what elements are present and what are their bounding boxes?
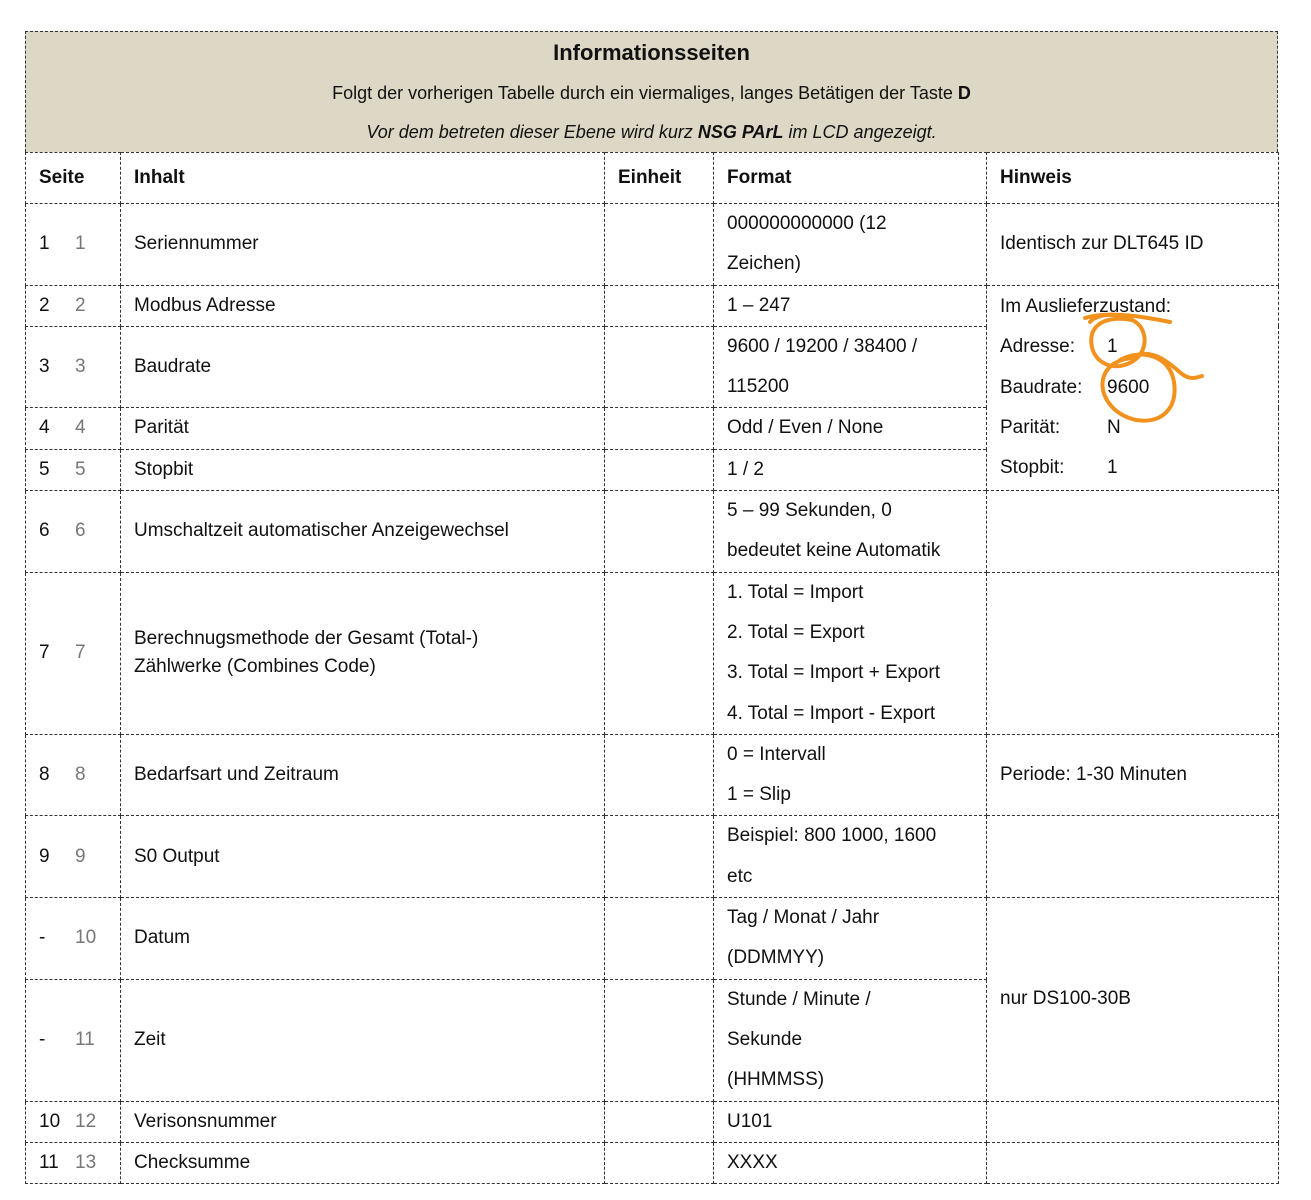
defaults-value: 9600 bbox=[1107, 376, 1150, 398]
page-number: 7 bbox=[39, 642, 50, 664]
cell-format bbox=[714, 285, 987, 326]
page-index: 13 bbox=[75, 1151, 97, 1173]
cell-inhalt: S0 Output bbox=[121, 816, 605, 898]
defaults-value: 1 bbox=[1107, 457, 1118, 479]
cell-line: Sekunde bbox=[727, 1028, 803, 1050]
cell-einheit bbox=[605, 285, 714, 326]
page-index: 4 bbox=[75, 417, 86, 439]
cell-format bbox=[714, 449, 987, 490]
defaults-value: N bbox=[1107, 416, 1121, 438]
page-number: 2 bbox=[39, 294, 50, 316]
subtitle: Folgt der vorherigen Tabelle durch ein viermaliges, langes Betätigen der Taste D bbox=[332, 83, 971, 103]
cell-line: Stunde / Minute / bbox=[727, 988, 871, 1010]
cell-einheit bbox=[605, 734, 714, 816]
table-row bbox=[26, 816, 1279, 898]
defaults-key: Stopbit: bbox=[1000, 457, 1065, 479]
page-index: 9 bbox=[75, 845, 86, 867]
page-index: 11 bbox=[75, 1028, 95, 1050]
cell-format bbox=[714, 898, 987, 980]
cell-seite bbox=[26, 734, 121, 816]
page-index: 3 bbox=[75, 356, 86, 378]
defaults-item bbox=[1000, 408, 1278, 448]
cell-line: 1 – 247 bbox=[727, 294, 791, 316]
col-hinweis: Hinweis bbox=[987, 153, 1279, 204]
page-number: 5 bbox=[39, 458, 50, 480]
cell-seite bbox=[26, 285, 121, 326]
cell-line: 1 = Slip bbox=[727, 784, 791, 806]
cell-inhalt: Parität bbox=[121, 408, 605, 449]
page-index: 1 bbox=[75, 233, 86, 255]
cell-inhalt: Seriennummer bbox=[121, 204, 605, 286]
cell-einheit bbox=[605, 449, 714, 490]
page-number: - bbox=[39, 927, 46, 949]
page-number: 4 bbox=[39, 417, 50, 439]
cell-hinweis-defaults bbox=[987, 285, 1279, 490]
cell-seite bbox=[26, 1101, 121, 1142]
cell-format bbox=[714, 979, 987, 1101]
cell-einheit bbox=[605, 572, 714, 734]
table-row bbox=[26, 898, 1279, 980]
page-title: Informationsseiten bbox=[553, 40, 750, 65]
cell-line: Berechnugsmethode der Gesamt (Total-) bbox=[134, 628, 479, 650]
cell-line: 9600 / 19200 / 38400 / bbox=[727, 335, 918, 357]
cell-line: 5 – 99 Sekunden, 0 bbox=[727, 500, 892, 522]
cell-inhalt bbox=[121, 572, 605, 734]
defaults-heading: Im Auslieferzustand: bbox=[1000, 296, 1172, 318]
col-seite: Seite bbox=[26, 153, 121, 204]
cell-line: etc bbox=[727, 865, 753, 887]
cell-line: 2. Total = Export bbox=[727, 621, 865, 643]
cell-hinweis bbox=[987, 491, 1279, 573]
defaults-item bbox=[1000, 368, 1278, 408]
cell-hinweis bbox=[987, 1101, 1279, 1142]
col-einheit: Einheit bbox=[605, 153, 714, 204]
defaults-key: Parität: bbox=[1000, 416, 1061, 438]
cell-seite bbox=[26, 898, 121, 980]
cell-line: 1 / 2 bbox=[727, 458, 764, 480]
page-index: 10 bbox=[75, 927, 97, 949]
cell-einheit bbox=[605, 816, 714, 898]
cell-format bbox=[714, 1142, 987, 1183]
page-index: 5 bbox=[75, 458, 86, 480]
page-index: 7 bbox=[75, 642, 86, 664]
table-row bbox=[26, 1142, 1279, 1183]
cell-line: XXXX bbox=[727, 1151, 778, 1173]
cell-seite bbox=[26, 816, 121, 898]
cell-format bbox=[714, 816, 987, 898]
cell-seite bbox=[26, 1142, 121, 1183]
cell-seite bbox=[26, 204, 121, 286]
defaults-item bbox=[1000, 327, 1278, 367]
cell-line: 115200 bbox=[727, 376, 789, 398]
page-index: 8 bbox=[75, 764, 86, 785]
cell-hinweis bbox=[987, 1142, 1279, 1183]
cell-line: 1. Total = Import bbox=[727, 581, 864, 603]
col-inhalt: Inhalt bbox=[121, 153, 605, 204]
cell-format bbox=[714, 491, 987, 573]
defaults-key: Adresse: bbox=[1000, 336, 1075, 358]
cell-einheit bbox=[605, 1142, 714, 1183]
cell-inhalt: Stopbit bbox=[121, 449, 605, 490]
cell-inhalt: Umschaltzeit automatischer Anzeigewechsel bbox=[121, 491, 605, 573]
cell-hinweis bbox=[987, 816, 1279, 898]
cell-line: Tag / Monat / Jahr bbox=[727, 907, 880, 929]
info-pages-table bbox=[25, 152, 1279, 1184]
cell-inhalt: Modbus Adresse bbox=[121, 285, 605, 326]
defaults-key: Baudrate: bbox=[1000, 376, 1083, 398]
cell-format bbox=[714, 572, 987, 734]
cell-line: Zählwerke (Combines Code) bbox=[134, 656, 376, 678]
page-number: 11 bbox=[39, 1151, 59, 1173]
cell-inhalt: Checksumme bbox=[121, 1142, 605, 1183]
cell-format bbox=[714, 734, 987, 816]
page-number: 3 bbox=[39, 356, 50, 378]
cell-einheit bbox=[605, 491, 714, 573]
page-number: 6 bbox=[39, 520, 50, 542]
cell-hinweis: Periode: 1-30 Minuten bbox=[987, 734, 1279, 816]
table-header-banner bbox=[25, 31, 1278, 152]
cell-line: Odd / Even / None bbox=[727, 417, 884, 439]
cell-seite bbox=[26, 979, 121, 1101]
cell-seite bbox=[26, 572, 121, 734]
cell-line: 3. Total = Import + Export bbox=[727, 662, 940, 684]
cell-seite bbox=[26, 449, 121, 490]
cell-line: 000000000000 (12 bbox=[727, 213, 887, 234]
page-number: 1 bbox=[39, 233, 50, 255]
page-number: 9 bbox=[39, 845, 50, 867]
cell-hinweis: nur DS100-30B bbox=[987, 898, 1279, 1101]
cell-einheit bbox=[605, 408, 714, 449]
page-number: 10 bbox=[39, 1110, 61, 1132]
page-number: - bbox=[39, 1028, 46, 1050]
page-index: 2 bbox=[75, 294, 86, 316]
cell-line: 0 = Intervall bbox=[727, 743, 826, 765]
table-row bbox=[26, 285, 1279, 326]
defaults-item bbox=[1000, 448, 1278, 488]
cell-format bbox=[714, 326, 987, 408]
lcd-note: Vor dem betreten dieser Ebene wird kurz NSG PArL im LCD angezeigt. bbox=[366, 122, 937, 142]
cell-line: 4. Total = Import - Export bbox=[727, 702, 936, 724]
page-index: 12 bbox=[75, 1110, 97, 1132]
cell-seite bbox=[26, 408, 121, 449]
table-row bbox=[26, 1101, 1279, 1142]
cell-format bbox=[714, 204, 987, 286]
page-index: 6 bbox=[75, 520, 86, 542]
cell-seite bbox=[26, 491, 121, 573]
key-d: D bbox=[957, 83, 971, 103]
table-row bbox=[26, 204, 1279, 286]
cell-einheit bbox=[605, 204, 714, 286]
table-row bbox=[26, 734, 1279, 816]
cell-format bbox=[714, 408, 987, 449]
cell-inhalt: Zeit bbox=[121, 979, 605, 1101]
cell-line: Zeichen) bbox=[727, 253, 801, 275]
cell-einheit bbox=[605, 326, 714, 408]
cell-inhalt: Bedarfsart und Zeitraum bbox=[121, 734, 605, 816]
cell-hinweis bbox=[987, 572, 1279, 734]
cell-inhalt: Baudrate bbox=[121, 326, 605, 408]
document bbox=[25, 31, 1278, 1184]
table-row bbox=[26, 491, 1279, 573]
cell-inhalt: Verisonsnummer bbox=[121, 1101, 605, 1142]
col-format: Format bbox=[714, 153, 987, 204]
cell-einheit bbox=[605, 1101, 714, 1142]
cell-line: U101 bbox=[727, 1110, 773, 1132]
cell-line: bedeutet keine Automatik bbox=[727, 540, 941, 562]
cell-line: (DDMMYY) bbox=[727, 947, 825, 969]
cell-inhalt: Datum bbox=[121, 898, 605, 980]
cell-seite bbox=[26, 326, 121, 408]
cell-einheit bbox=[605, 979, 714, 1101]
page-number: 8 bbox=[39, 764, 50, 785]
cell-line: Beispiel: 800 1000, 1600 bbox=[727, 825, 937, 847]
cell-hinweis: Identisch zur DLT645 ID bbox=[987, 204, 1279, 286]
cell-line: (HHMMSS) bbox=[727, 1069, 825, 1091]
column-headers bbox=[26, 153, 1279, 204]
cell-format bbox=[714, 1101, 987, 1142]
table-row bbox=[26, 572, 1279, 734]
defaults-value: 1 bbox=[1107, 336, 1118, 358]
cell-einheit bbox=[605, 898, 714, 980]
